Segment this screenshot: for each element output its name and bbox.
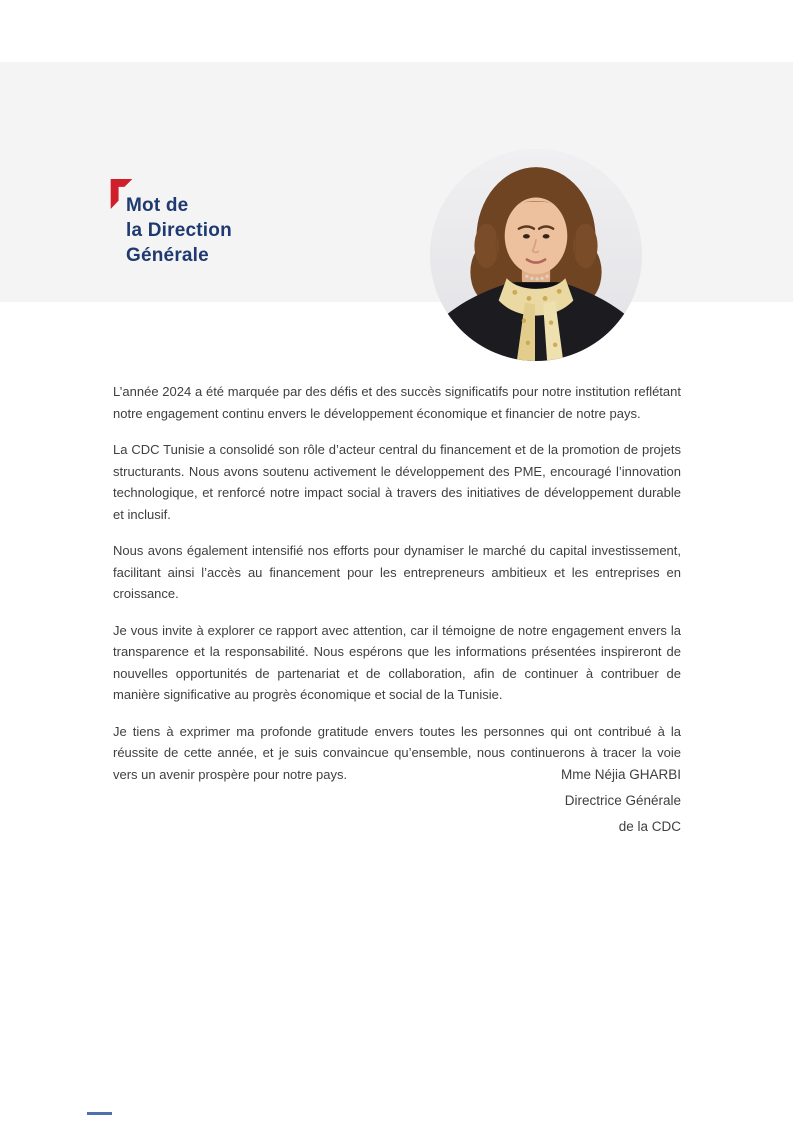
- signature-name: Mme Néjia GHARBI: [560, 767, 681, 782]
- paragraph-1: L’année 2024 a été marquée par des défis et des succès significatifs pour notre institution reflétant notre engagement continu envers le développement économique et financier de notre pays.: [113, 384, 681, 421]
- page-title-line-2: la Direction: [126, 220, 232, 241]
- director-portrait-photo: [430, 149, 642, 361]
- letter-body: [113, 381, 681, 800]
- signature-organization: de la CDC: [618, 819, 681, 834]
- title-block: [110, 179, 232, 268]
- portrait-illustration: [430, 149, 642, 361]
- paragraph-4: Je vous invite à explorer ce rapport avec attention, car il témoigne de notre engagement envers la transparence et la responsabilité. Nous espérons que les informations présentées inspireront de nouvelles opportunités de partenariat et de collaboration, afin de continuer à contribuer de manière significative au progrès économique et social de la Tunisie.: [113, 622, 681, 702]
- page-title-line-3: Générale: [126, 245, 209, 266]
- header-band: [0, 62, 793, 302]
- paragraph-2: La CDC Tunisie a consolidé son rôle d’acteur central du financement et de la promotion de projets structurants. Nous avons soutenu activement le développement des PME, encouragé l’innovation technologique, et renforcé notre impact social à travers des initiatives de développement durable et inclusif.: [113, 442, 681, 522]
- page-title: [126, 193, 232, 268]
- paragraph-3: Nous avons également intensifié nos efforts pour dynamiser le marché du capital investissement, facilitant ainsi l’accès au financement pour les entrepreneurs ambitieux et les entreprises en croissance.: [113, 543, 681, 601]
- red-corner-bracket-icon: [110, 179, 133, 209]
- signature-title: Directrice Générale: [564, 793, 681, 808]
- page-title-line-1: Mot de: [126, 195, 189, 216]
- paragraph-5: Je tiens à exprimer ma profonde gratitude envers toutes les personnes qui ont contribué à la réussite de cette année, et je suis convaincue qu’ensemble, nous continuerons à tracer la voie vers un avenir prospère pour notre pays.: [113, 723, 681, 782]
- footer-accent-line: [87, 1112, 112, 1115]
- signature-block: [561, 762, 681, 840]
